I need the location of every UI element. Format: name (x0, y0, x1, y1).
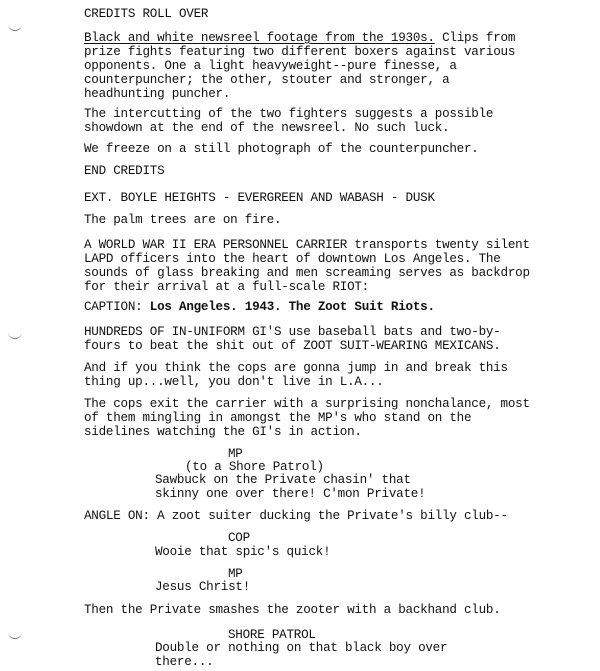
character-name: SHORE PATROL (228, 628, 316, 642)
caption-text: Los Angeles. 1943. The Zoot Suit Riots. (149, 300, 435, 314)
action-line: HUNDREDS OF IN-UNIFORM GI'S use baseball bats and two-by- (84, 325, 501, 339)
action-line: counterpuncher; the other, stouter and stronger, a (84, 73, 450, 87)
action-line: sounds of glass breaking and men screaming serves as backdrop (84, 266, 530, 280)
dialogue-line: Wooie that spic's quick! (155, 545, 331, 559)
action-line: for their arrival at a full-scale RIOT: (84, 280, 369, 294)
scene-heading: EXT. BOYLE HEIGHTS - EVERGREEN AND WABASH - DUSK (84, 191, 435, 205)
action-line: A WORLD WAR II ERA PERSONNEL CARRIER transports twenty silent (84, 238, 530, 252)
action-line: thing up...well, you don't live in L.A... (84, 375, 384, 389)
action-line: fours to beat the shit out of ZOOT SUIT-WEARING MEXICANS. (84, 339, 501, 353)
action-line: opponents. One a light heavyweight--pure finesse, a (84, 59, 457, 73)
dialogue-line: skinny one over there! C'mon Private! (155, 487, 426, 501)
punch-hole-mark (8, 332, 22, 339)
dialogue-line: Sawbuck on the Private chasin' that (155, 473, 411, 487)
action-line: We freeze on a still photograph of the counterpuncher. (84, 142, 479, 156)
action-line: The intercutting of the two fighters suggests a possible (84, 107, 494, 121)
transition-end-credits: END CREDITS (84, 164, 165, 178)
action-line: sidelines watching the GI's in action. (84, 425, 362, 439)
transition-credits-roll-over: CREDITS ROLL OVER (84, 7, 209, 21)
action-line: LAPD officers into the heart of downtown Los Angeles. The (84, 252, 501, 266)
action-line: The palm trees are on fire. (84, 213, 282, 227)
punch-hole-mark (8, 24, 22, 31)
character-name: MP (228, 567, 243, 581)
action-line: And if you think the cops are gonna jump in and break this (84, 361, 508, 375)
character-name: COP (228, 531, 250, 545)
action-line: of them mingling in amongst the MP's who stand on the (84, 411, 472, 425)
action-text: Clips from (434, 31, 516, 45)
punch-hole-mark (8, 632, 22, 639)
parenthetical: (to a Shore Patrol) (185, 460, 324, 474)
caption-label: CAPTION: (84, 300, 150, 314)
action-line: prize fights featuring two different boxers against various (84, 45, 516, 59)
dialogue-line: Double or nothing on that black boy over (155, 641, 448, 655)
dialogue-line: there... (155, 655, 214, 669)
action-line: ANGLE ON: A zoot suiter ducking the Private's billy club-- (84, 509, 508, 523)
dialogue-line: Jesus Christ! (155, 580, 250, 594)
action-line: The cops exit the carrier with a surprising nonchalance, most (84, 397, 530, 411)
action-line: headhunting puncher. (84, 87, 231, 101)
character-name: MP (228, 447, 243, 461)
action-line: Then the Private smashes the zooter with a backhand club. (84, 603, 501, 617)
action-line: showdown at the end of the newsreel. No such luck. (84, 121, 450, 135)
action-line (84, 31, 515, 46)
caption-line (84, 300, 435, 315)
underlined-text: Black and white newsreel footage from the 1930s. (84, 31, 435, 45)
